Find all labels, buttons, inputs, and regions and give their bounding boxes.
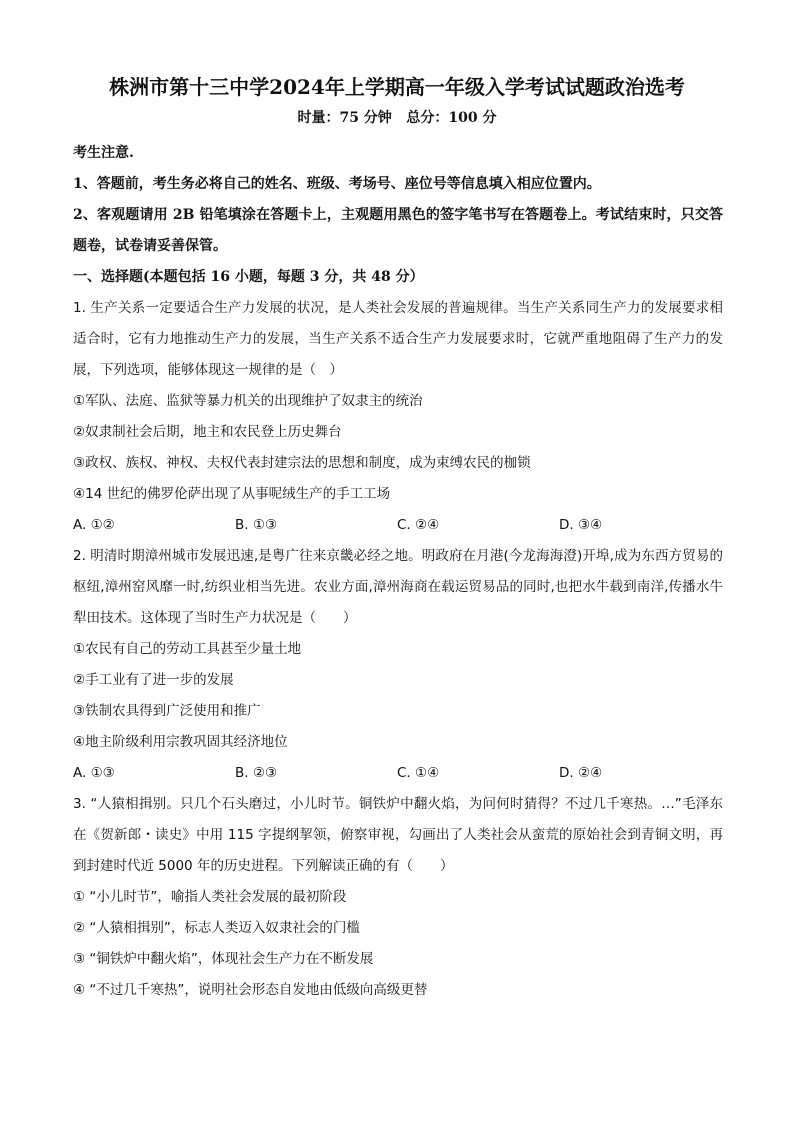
question-1-item-2: ②奴隶制社会后期，地主和农民登上历史舞台	[73, 424, 342, 440]
question-2-option-c[interactable]: C. ①④	[397, 765, 440, 781]
question-2-option-a[interactable]: A. ①③	[73, 765, 115, 781]
question-3-item-4: ④ “不过几千寒热”，说明社会形态自发地由低级向高级更替	[73, 982, 428, 998]
question-2-stem: 2. 明清时期漳州城市发展迅速,是粤广往来京畿必经之地。明政府在月港(今龙海海澄)开埠,成为东西方贸易的枢纽,漳州窑风靡一时,纺织业相当先进。农业方面,漳州海商在载运贸易品的同时,也把水牛载到南洋,传播水牛犁田技术。这体现了当时生产力状况是（ ）	[73, 548, 723, 626]
exam-subtitle: 时量：75 分钟 总分：100 分	[297, 110, 497, 126]
question-1-option-a[interactable]: A. ①②	[73, 517, 115, 533]
question-3-item-3: ③ “铜铁炉中翻火焰”，体现社会生产力在不断发展	[73, 951, 374, 967]
question-1-item-1: ①军队、法庭、监狱等暴力机关的出现维护了奴隶主的统治	[73, 393, 423, 409]
question-2-option-b[interactable]: B. ②③	[235, 765, 278, 781]
question-1-option-d[interactable]: D. ③④	[559, 517, 603, 533]
exam-content	[73, 138, 723, 1006]
question-1-option-b[interactable]: B. ①③	[235, 517, 278, 533]
question-1-item-4: ④14 世纪的佛罗伦萨出现了从事呢绒生产的手工工场	[73, 486, 391, 502]
notice-heading: 考生注意.	[73, 145, 134, 161]
exam-title: 株洲市第十三中学2024年上学期高一年级入学考试试题政治选考	[109, 75, 685, 99]
question-1-stem: 1. 生产关系一定要适合生产力发展的状况，是人类社会发展的普遍规律。当生产关系同生产力的发展要求相适合时，它有力地推动生产力的发展，当生产关系不适合生产力发展要求时，它就严重地阻碍了生产力的发展，下列选项，能够体现这一规律的是（ ）	[73, 300, 723, 378]
notice-item-1: 1、答题前，考生务必将自己的姓名、班级、考场号、座位号等信息填入相应位置内。	[73, 176, 601, 192]
question-2-item-3: ③铁制农具得到广泛使用和推广	[73, 703, 261, 719]
question-2-item-4: ④地主阶级利用宗教巩固其经济地位	[73, 734, 288, 750]
question-2-option-d[interactable]: D. ②④	[559, 765, 603, 781]
question-3-stem: 3. “人猿相揖别。只几个石头磨过，小儿时节。铜铁炉中翻火焰，为问何时猜得？不过几千寒热。…”毛泽东在《贺新郎・读史》中用 115 字提纲挈领，俯察审视，勾画出了人类社会从蛮荒的原始社会到青铜文明，再到封建时代近 5000 年的历史进程。下列解读正确的有（ ）	[73, 796, 723, 874]
question-2-item-1: ①农民有自己的劳动工具甚至少量土地	[73, 641, 302, 657]
notice-item-2: 2、客观题请用 2B 铅笔填涂在答题卡上，主观题用黑色的签字笔书写在答题卷上。考试结束时，只交答题卷，试卷请妥善保管。	[73, 207, 723, 254]
question-3-item-1: ① “小儿时节”，喻指人类社会发展的最初阶段	[73, 889, 347, 905]
question-2-item-2: ②手工业有了进一步的发展	[73, 672, 234, 688]
section-heading: 一、选择题(本题包括 16 小题，每题 3 分，共 48 分）	[73, 269, 424, 285]
question-1-option-c[interactable]: C. ②④	[397, 517, 440, 533]
question-1-item-3: ③政权、族权、神权、夫权代表封建宗法的思想和制度，成为束缚农民的枷锁	[73, 455, 531, 471]
question-1-options	[73, 510, 723, 541]
question-2-options	[73, 758, 723, 789]
question-3-item-2: ② “人猿相揖别”，标志人类迈入奴隶社会的门槛	[73, 920, 360, 936]
